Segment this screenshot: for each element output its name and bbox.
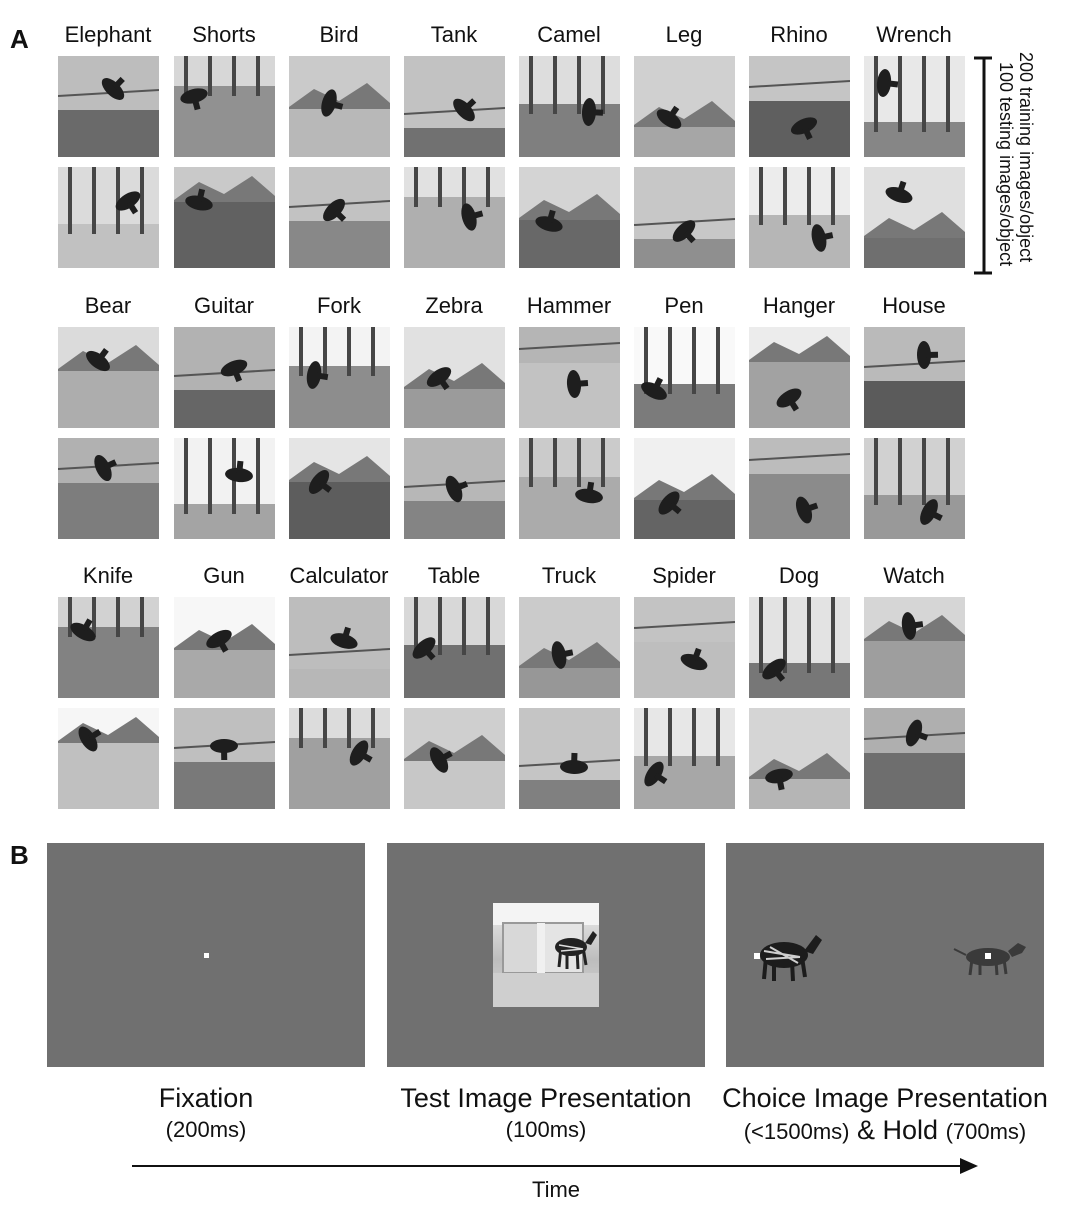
- fixation-dot: [204, 953, 209, 958]
- training-example-image: [519, 56, 620, 157]
- testing-example-image: [864, 708, 965, 809]
- object-label: Rhino: [770, 22, 828, 47]
- choice-caption: [704, 1082, 1066, 1148]
- training-example-image: [174, 56, 275, 157]
- testing-example-image: [289, 438, 390, 539]
- training-example-image: [749, 327, 850, 428]
- testing-example-image: [749, 167, 850, 268]
- training-example-image: [749, 56, 850, 157]
- training-example-image: [864, 56, 965, 157]
- time-axis-label: Time: [531, 1177, 581, 1202]
- object-label: Dog: [778, 563, 820, 588]
- testing-example-image: [749, 708, 850, 809]
- testing-example-image: [174, 438, 275, 539]
- choice-title: Choice Image Presentation: [722, 1083, 1048, 1113]
- testing-example-image: [519, 438, 620, 539]
- fixation-timing: (200ms): [165, 1117, 247, 1142]
- time-arrow: [130, 1156, 980, 1176]
- testing-example-image: [174, 167, 275, 268]
- testing-count-label: 100 testing images/object: [996, 62, 1016, 267]
- object-label: Tank: [430, 22, 478, 47]
- object-label: Hanger: [762, 293, 836, 318]
- training-example-image: [58, 56, 159, 157]
- object-label: Pen: [664, 293, 704, 318]
- training-example-image: [58, 597, 159, 698]
- object-label: Guitar: [194, 293, 254, 318]
- object-label: Truck: [541, 563, 597, 588]
- test-image-screen: [387, 843, 705, 1067]
- testing-example-image: [634, 708, 735, 809]
- training-example-image: [404, 56, 505, 157]
- training-example-image: [289, 597, 390, 698]
- training-example-image: [634, 56, 735, 157]
- testing-example-image: [864, 167, 965, 268]
- object-label: Fork: [317, 293, 361, 318]
- testing-example-image: [58, 438, 159, 539]
- test-timing: (100ms): [505, 1117, 587, 1142]
- testing-example-image: [749, 438, 850, 539]
- object-label: Zebra: [425, 293, 483, 318]
- object-label: Table: [427, 563, 481, 588]
- bracket-line: [970, 56, 994, 276]
- training-example-image: [864, 597, 965, 698]
- choice-dot-right: [985, 953, 991, 959]
- choice-screen: [726, 843, 1044, 1067]
- testing-example-image: [174, 708, 275, 809]
- training-example-image: [749, 597, 850, 698]
- training-example-image: [404, 597, 505, 698]
- testing-example-image: [519, 708, 620, 809]
- panel-a-label: A: [10, 24, 29, 54]
- fixation-screen: [47, 843, 365, 1067]
- testing-example-image: [634, 438, 735, 539]
- testing-example-image: [58, 167, 159, 268]
- object-label: Hammer: [526, 293, 612, 318]
- testing-example-image: [864, 438, 965, 539]
- fixation-caption: [47, 1082, 365, 1146]
- training-example-image: [174, 327, 275, 428]
- object-label: Bird: [319, 22, 359, 47]
- test-image: [493, 903, 599, 1007]
- object-label: Wrench: [876, 22, 952, 47]
- test-caption: [376, 1082, 716, 1146]
- object-label: Calculator: [289, 563, 389, 588]
- testing-example-image: [519, 167, 620, 268]
- panel-b-label: B: [10, 840, 29, 870]
- object-label: Shorts: [192, 22, 256, 47]
- testing-example-image: [289, 708, 390, 809]
- fixation-title: Fixation: [158, 1083, 254, 1113]
- choice-connector: & Hold: [849, 1115, 946, 1145]
- object-label: Bear: [84, 293, 132, 318]
- testing-example-image: [404, 438, 505, 539]
- object-label: Spider: [652, 563, 716, 588]
- object-label: House: [882, 293, 946, 318]
- testing-example-image: [404, 708, 505, 809]
- training-example-image: [864, 327, 965, 428]
- test-title: Test Image Presentation: [400, 1083, 692, 1113]
- testing-example-image: [404, 167, 505, 268]
- testing-example-image: [58, 708, 159, 809]
- training-example-image: [58, 327, 159, 428]
- training-count-label: 200 training images/object: [1016, 52, 1036, 263]
- object-label: Knife: [82, 563, 134, 588]
- zebra-choice-image: [760, 935, 822, 981]
- hold-timing: (700ms): [945, 1119, 1027, 1144]
- choice-timing-a: (<1500ms): [743, 1119, 850, 1144]
- training-example-image: [289, 327, 390, 428]
- training-example-image: [634, 597, 735, 698]
- training-example-image: [289, 56, 390, 157]
- object-label: Leg: [665, 22, 703, 47]
- object-label: Camel: [537, 22, 601, 47]
- choice-dot-left: [754, 953, 760, 959]
- object-label: Watch: [883, 563, 945, 588]
- testing-example-image: [289, 167, 390, 268]
- training-example-image: [634, 327, 735, 428]
- training-example-image: [404, 327, 505, 428]
- object-label: Elephant: [64, 22, 152, 47]
- testing-example-image: [634, 167, 735, 268]
- training-example-image: [519, 327, 620, 428]
- object-label: Gun: [203, 563, 245, 588]
- training-example-image: [174, 597, 275, 698]
- training-example-image: [519, 597, 620, 698]
